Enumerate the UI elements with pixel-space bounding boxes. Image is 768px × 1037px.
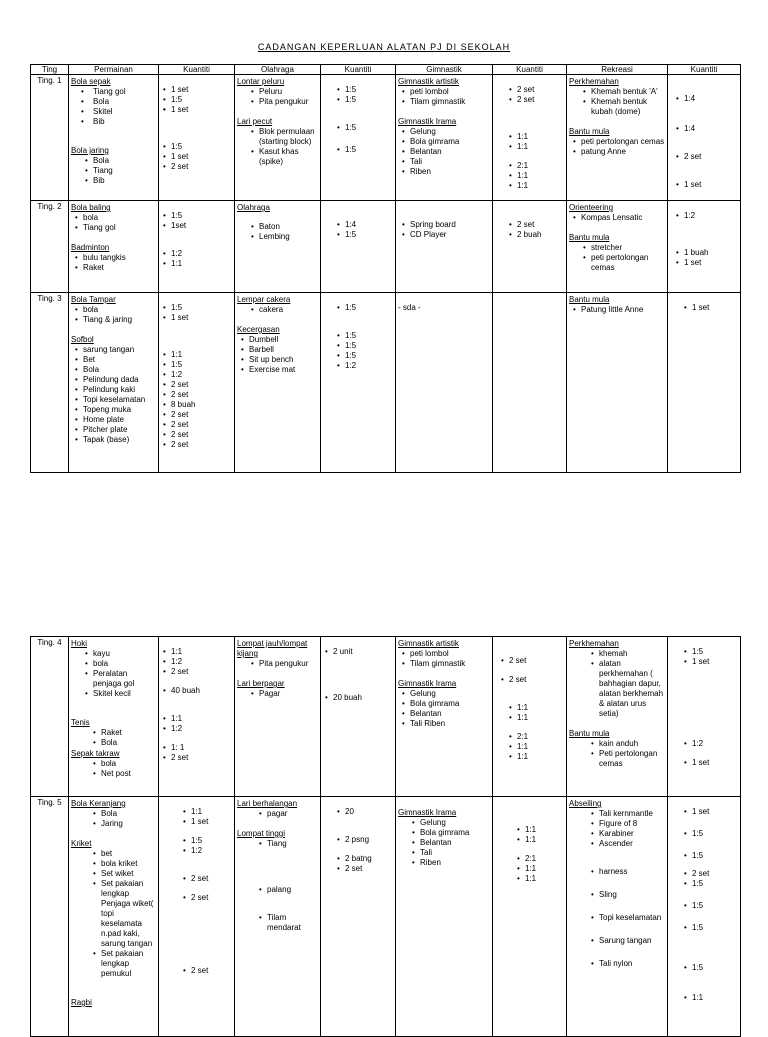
quantity: • 1:5 xyxy=(692,901,738,911)
gimnastik-cell xyxy=(396,637,493,797)
header-ting: Ting xyxy=(31,65,69,75)
kuantiti-cell xyxy=(159,75,235,201)
category-heading: Perkhemahan xyxy=(569,639,619,648)
list-item: • Peluru xyxy=(259,87,318,97)
category-heading: Gimnastik Irama xyxy=(398,117,457,126)
olahraga-cell xyxy=(235,75,321,201)
kuantiti-cell xyxy=(493,637,567,797)
list-item: • kain anduh xyxy=(599,739,665,749)
list-item: • Tali nylon xyxy=(599,959,665,969)
category-heading: Tenis xyxy=(71,718,90,727)
header-kuantiti: Kuantiti xyxy=(493,65,567,75)
list-item: • Barbell xyxy=(249,345,318,355)
header-olahraga: Olahraga xyxy=(235,65,321,75)
quantity: • 1:5 xyxy=(692,923,738,933)
kuantiti-cell xyxy=(321,293,396,473)
quantity: • 2 set xyxy=(191,966,232,976)
table-row xyxy=(31,75,741,201)
category-heading: Bantu mula xyxy=(569,233,610,242)
list-item: • Bola xyxy=(101,738,156,748)
quantity: • 1:1 xyxy=(517,132,564,142)
list-item: • Tiang gol xyxy=(93,87,156,97)
list-item: • Set pakaian lengkap pemukul xyxy=(101,949,156,979)
list-item: • Karabiner xyxy=(599,829,665,839)
list-item: • Figure of 8 xyxy=(599,819,665,829)
ting-label: Ting. 1 xyxy=(31,75,69,201)
list-item: • Exercise mat xyxy=(249,365,318,375)
quantity: • 1:5 xyxy=(692,879,738,889)
list-item: • Gelung xyxy=(410,689,490,699)
list-item: • Bola xyxy=(83,365,156,375)
table-row xyxy=(31,293,741,473)
quantity: • 1:5 xyxy=(692,829,738,839)
quantity: • 2 set xyxy=(171,162,232,172)
category-heading: Lempar cakera xyxy=(237,295,291,304)
category-heading: Badminton xyxy=(71,243,110,252)
quantity: • 1 set xyxy=(171,152,232,162)
list-item: • Set pakaian lengkap Penjaga wiket( topi keselamata n.pad kaki, sarung tangan xyxy=(101,879,156,949)
category-heading: Bola Keranjang xyxy=(71,799,126,808)
list-item: • Belantan xyxy=(420,838,490,848)
category-heading: Lari pecut xyxy=(237,117,273,126)
category-heading: Lari berpagar xyxy=(237,679,285,688)
list-item: • Gelung xyxy=(410,127,490,137)
category-heading: Olahraga xyxy=(237,203,270,212)
list-item: • Bola xyxy=(101,809,156,819)
list-item: • Sling xyxy=(599,890,665,900)
permainan-cell xyxy=(69,637,159,797)
kuantiti-cell xyxy=(321,637,396,797)
list-item: • Pita pengukur xyxy=(259,659,318,669)
quantity: • 2 set xyxy=(171,390,232,400)
list-item: • Bola gimrama xyxy=(420,828,490,838)
quantity: • 1:5 xyxy=(171,360,232,370)
list-item: • bola xyxy=(93,659,156,669)
category-heading: Ragbi xyxy=(71,998,92,1007)
list-item: • Bola xyxy=(93,97,156,107)
category-heading: Orienteering xyxy=(569,203,614,212)
list-item: • Bola xyxy=(93,156,156,166)
list-item: • Raket xyxy=(101,728,156,738)
category-heading: Gimnastik artistik xyxy=(398,639,459,648)
header-kuantiti: Kuantiti xyxy=(321,65,396,75)
quantity: • 2 set xyxy=(517,220,564,230)
quantity: • 1 set xyxy=(171,313,232,323)
list-item: • Tali Riben xyxy=(410,719,490,729)
page-title: CADANGAN KEPERLUAN ALATAN PJ DI SEKOLAH xyxy=(257,42,511,52)
rekreasi-cell xyxy=(567,637,668,797)
list-item: • bet xyxy=(101,849,156,859)
kuantiti-cell xyxy=(159,293,235,473)
quantity: • 1:5 xyxy=(345,331,393,341)
kuantiti-cell xyxy=(159,637,235,797)
list-item: • Topi keselamatan xyxy=(83,395,156,405)
category-heading: Kriket xyxy=(71,839,92,848)
category-heading: Bola sepak xyxy=(71,77,111,86)
quantity: • 1 set xyxy=(171,105,232,115)
quantity: • 1:5 xyxy=(345,341,393,351)
quantity: • 1:5 xyxy=(345,303,393,313)
quantity: • 1:4 xyxy=(345,220,393,230)
list-item: • Skitel xyxy=(93,107,156,117)
rekreasi-cell xyxy=(567,293,668,473)
list-item: • kayu xyxy=(93,649,156,659)
quantity: • 2 set xyxy=(171,753,232,763)
list-item: • Tali xyxy=(420,848,490,858)
list-item: • Bola gimrama xyxy=(410,137,490,147)
category-heading: Gimnastik Irama xyxy=(398,808,457,817)
category-heading: Lompat jauh/lompat kijang xyxy=(237,639,308,658)
list-item: • Peti pertolongan cemas xyxy=(599,749,665,769)
list-item: • Tilam gimnastik xyxy=(410,97,490,107)
quantity: • 2:1 xyxy=(517,732,564,742)
list-item: • Belantan xyxy=(410,147,490,157)
category-heading: Kecergasan xyxy=(237,325,280,334)
equipment-table-lower xyxy=(30,636,741,1037)
kuantiti-cell xyxy=(493,293,567,473)
quantity: • 20 buah xyxy=(333,693,393,703)
quantity: • 1:4 xyxy=(684,94,738,104)
list-item: • bola xyxy=(83,213,156,223)
kuantiti-cell xyxy=(159,201,235,293)
quantity: • 1:1 xyxy=(517,171,564,181)
list-item: • Khemah bentuk 'A' xyxy=(591,87,665,97)
header-kuantiti: Kuantiti xyxy=(668,65,741,75)
list-item: • Tali kernmantle xyxy=(599,809,665,819)
quantity: • 1:1 xyxy=(525,864,564,874)
quantity: • 1:1 xyxy=(171,350,232,360)
quantity: • 2 set xyxy=(509,656,564,666)
quantity: • 1 set xyxy=(692,807,738,817)
quantity: • 1:5 xyxy=(191,836,232,846)
list-item: • Home plate xyxy=(83,415,156,425)
quantity: • 2:1 xyxy=(525,854,564,864)
quantity: • 2 set xyxy=(191,893,232,903)
quantity: • 1:5 xyxy=(345,95,393,105)
quantity: • 1:2 xyxy=(692,739,738,749)
header-rekreasi: Rekreasi xyxy=(567,65,668,75)
list-item: • Pelindung dada xyxy=(83,375,156,385)
quantity: • 1:1 xyxy=(525,835,564,845)
quantity: • 1:2 xyxy=(171,249,232,259)
quantity: • 1 set xyxy=(684,258,738,268)
permainan-cell xyxy=(69,797,159,1037)
list-item: • Topeng muka xyxy=(83,405,156,415)
list-item: • Bola gimrama xyxy=(410,699,490,709)
quantity: • 1 set xyxy=(191,817,232,827)
category-heading: Abseiling xyxy=(569,799,602,808)
quantity: • 2 buah xyxy=(517,230,564,240)
list-item: • Bet xyxy=(83,355,156,365)
ting-label: Ting. 4 xyxy=(31,637,69,797)
permainan-cell xyxy=(69,293,159,473)
quantity: • 8 buah xyxy=(171,400,232,410)
quantity: • 1:5 xyxy=(345,145,393,155)
list-item: • Kasut khas (spike) xyxy=(259,147,318,167)
quantity: • 2 set xyxy=(171,440,232,450)
list-item: • Lembing xyxy=(259,232,318,242)
list-item: • palang xyxy=(267,885,318,895)
kuantiti-cell xyxy=(668,201,741,293)
quantity: • 1 set xyxy=(692,758,738,768)
quantity: • 1:1 xyxy=(191,807,232,817)
quantity: • 1:2 xyxy=(345,361,393,371)
list-item: • harness xyxy=(599,867,665,877)
quantity: • 1: 1 xyxy=(171,743,232,753)
quantity: • 2 set xyxy=(684,152,738,162)
kuantiti-cell xyxy=(321,75,396,201)
quantity: • 2 set xyxy=(171,410,232,420)
list-item: • bulu tangkis xyxy=(83,253,156,263)
quantity: • 40 buah xyxy=(171,686,232,696)
quantity: • 1:5 xyxy=(692,647,738,657)
quantity: • 1:1 xyxy=(525,825,564,835)
quantity: • 1:1 xyxy=(525,874,564,884)
list-item: • Ascender xyxy=(599,839,665,849)
quantity: • 2 set xyxy=(191,874,232,884)
kuantiti-cell xyxy=(668,75,741,201)
kuantiti-cell xyxy=(321,797,396,1037)
list-item: • pagar xyxy=(267,809,318,819)
quantity: • 1 set xyxy=(692,657,738,667)
list-item: • khemah xyxy=(599,649,665,659)
list-item: • bola xyxy=(83,305,156,315)
list-item: • Kompas Lensatic xyxy=(581,213,665,223)
header-permainan: Permainan xyxy=(69,65,159,75)
permainan-cell xyxy=(69,201,159,293)
quantity: • 2 set xyxy=(171,430,232,440)
ting-label: Ting. 3 xyxy=(31,293,69,473)
kuantiti-cell xyxy=(668,637,741,797)
quantity: • 2 set xyxy=(171,420,232,430)
header-row xyxy=(31,65,741,75)
same-as-above-note: - sda - xyxy=(398,303,421,312)
quantity: • 1:1 xyxy=(517,713,564,723)
header-kuantiti: Kuantiti xyxy=(159,65,235,75)
list-item: • Pita pengukur xyxy=(259,97,318,107)
kuantiti-cell xyxy=(668,797,741,1037)
category-heading: Bola Tampar xyxy=(71,295,116,304)
quantity: • 1:2 xyxy=(191,846,232,856)
list-item: • Riben xyxy=(410,167,490,177)
header-gimnastik: Gimnastik xyxy=(396,65,493,75)
list-item: • Net post xyxy=(101,769,156,779)
quantity: • 20 xyxy=(345,807,393,817)
list-item: • Tiang gol xyxy=(83,223,156,233)
quantity: • 1set xyxy=(171,221,232,231)
quantity: • 2 set xyxy=(345,864,393,874)
list-item: • cakera xyxy=(259,305,318,315)
category-heading: Bola jaring xyxy=(71,146,109,155)
ting-label: Ting. 5 xyxy=(31,797,69,1037)
list-item: • Sarung tangan xyxy=(599,936,665,946)
quantity: • 1:5 xyxy=(692,851,738,861)
ting-label: Ting. 2 xyxy=(31,201,69,293)
list-item: • Khemah bentuk kubah (dome) xyxy=(591,97,665,117)
quantity: • 1:2 xyxy=(171,724,232,734)
list-item: • Sit up bench xyxy=(249,355,318,365)
quantity: • 2 batng xyxy=(345,854,393,864)
gimnastik-cell xyxy=(396,201,493,293)
quantity: • 2 set xyxy=(517,95,564,105)
quantity: • 2 set xyxy=(692,869,738,879)
quantity: • 1:5 xyxy=(345,351,393,361)
list-item: • Bib xyxy=(93,176,156,186)
olahraga-cell xyxy=(235,797,321,1037)
quantity: • 1:1 xyxy=(517,752,564,762)
category-heading: Sofbol xyxy=(71,335,94,344)
category-heading: Bola baling xyxy=(71,203,111,212)
quantity: • 2 set xyxy=(517,85,564,95)
list-item: • Tapak (base) xyxy=(83,435,156,445)
kuantiti-cell xyxy=(159,797,235,1037)
quantity: • 1:2 xyxy=(171,370,232,380)
quantity: • 1:2 xyxy=(171,657,232,667)
list-item: • peti pertolongan cemas xyxy=(581,137,665,147)
quantity: • 2 set xyxy=(171,380,232,390)
list-item: • Topi keselamatan xyxy=(599,913,665,923)
category-heading: Sepak takraw xyxy=(71,749,120,758)
quantity: • 1:1 xyxy=(517,181,564,191)
gimnastik-cell xyxy=(396,75,493,201)
category-heading: Lontar peluru xyxy=(237,77,285,86)
olahraga-cell xyxy=(235,293,321,473)
quantity: • 2 set xyxy=(509,675,564,685)
kuantiti-cell xyxy=(493,201,567,293)
quantity: • 2 psng xyxy=(345,835,393,845)
olahraga-cell xyxy=(235,637,321,797)
category-heading: Gimnastik Irama xyxy=(398,679,457,688)
equipment-table-upper xyxy=(30,64,741,473)
list-item: • Raket xyxy=(83,263,156,273)
quantity: • 2 set xyxy=(171,667,232,677)
list-item: • Tali xyxy=(410,157,490,167)
quantity: • 1:5 xyxy=(171,95,232,105)
quantity: • 1:4 xyxy=(684,124,738,134)
quantity: • 1:1 xyxy=(171,259,232,269)
list-item: • stretcher xyxy=(591,243,665,253)
category-heading: Bantu mula xyxy=(569,729,610,738)
list-item: • Tiang & jaring xyxy=(83,315,156,325)
quantity: • 2 unit xyxy=(333,647,393,657)
list-item: • Tilam gimnastik xyxy=(410,659,490,669)
list-item: • Tilam mendarat xyxy=(267,913,318,933)
list-item: • Patung little Anne xyxy=(581,305,665,315)
quantity: • 1:5 xyxy=(345,230,393,240)
quantity: • 1:1 xyxy=(517,142,564,152)
permainan-cell xyxy=(69,75,159,201)
category-heading: Lari berhalangan xyxy=(237,799,298,808)
quantity: • 1:1 xyxy=(171,714,232,724)
quantity: • 1:5 xyxy=(345,123,393,133)
table-row xyxy=(31,201,741,293)
list-item: • peti pertolongan cemas xyxy=(591,253,665,273)
quantity: • 1:1 xyxy=(517,742,564,752)
rekreasi-cell xyxy=(567,201,668,293)
category-heading: Bantu mula xyxy=(569,295,610,304)
list-item: • Tiang xyxy=(93,166,156,176)
list-item: • Baton xyxy=(259,222,318,232)
quantity: • 1:5 xyxy=(171,303,232,313)
kuantiti-cell xyxy=(493,797,567,1037)
quantity: • 1:1 xyxy=(517,703,564,713)
list-item: • Set wiket xyxy=(101,869,156,879)
quantity: • 1:5 xyxy=(171,211,232,221)
quantity: • 1:2 xyxy=(684,211,738,221)
list-item: • Gelung xyxy=(420,818,490,828)
table-row xyxy=(31,797,741,1037)
list-item: • Peralatan penjaga gol xyxy=(93,669,156,689)
quantity: • 1 set xyxy=(692,303,738,313)
quantity: • 1 set xyxy=(684,180,738,190)
kuantiti-cell xyxy=(493,75,567,201)
list-item: • Blok permulaan (starting block) xyxy=(259,127,318,147)
rekreasi-cell xyxy=(567,75,668,201)
category-heading: Lompat tinggi xyxy=(237,829,286,838)
olahraga-cell xyxy=(235,201,321,293)
quantity: • 1 buah xyxy=(684,248,738,258)
quantity: • 1 set xyxy=(171,85,232,95)
category-heading: Perkhemahan xyxy=(569,77,619,86)
quantity: • 1:5 xyxy=(171,142,232,152)
list-item: • bola kriket xyxy=(101,859,156,869)
quantity: • 1:5 xyxy=(345,85,393,95)
category-heading: Bantu mula xyxy=(569,127,610,136)
list-item: • Pelindung kaki xyxy=(83,385,156,395)
list-item: • Belantan xyxy=(410,709,490,719)
category-heading: Hoki xyxy=(71,639,88,648)
category-heading: Gimnastik artistik xyxy=(398,77,459,86)
list-item: • Jaring xyxy=(101,819,156,829)
kuantiti-cell xyxy=(321,201,396,293)
list-item: • Pagar xyxy=(259,689,318,699)
list-item: • Skitel kecil xyxy=(93,689,156,699)
list-item: • peti lombol xyxy=(410,87,490,97)
list-item: • bola xyxy=(101,759,156,769)
list-item: • peti lombol xyxy=(410,649,490,659)
quantity: • 1:1 xyxy=(692,993,738,1003)
list-item: • Bib xyxy=(93,117,156,127)
table-row xyxy=(31,637,741,797)
kuantiti-cell xyxy=(668,293,741,473)
list-item: • Dumbell xyxy=(249,335,318,345)
list-item: • CD Player xyxy=(410,230,490,240)
rekreasi-cell xyxy=(567,797,668,1037)
quantity: • 2:1 xyxy=(517,161,564,171)
list-item: • alatan perkhemahan ( bahhagian dapur, alatan berkhemah & alatan urus setia) xyxy=(599,659,665,719)
list-item: • patung Anne xyxy=(581,147,665,157)
list-item: • Spring board xyxy=(410,220,490,230)
list-item: • sarung tangan xyxy=(83,345,156,355)
list-item: • Tiang xyxy=(267,839,318,849)
quantity: • 1:5 xyxy=(692,963,738,973)
list-item: • Pitcher plate xyxy=(83,425,156,435)
list-item: • Riben xyxy=(420,858,490,868)
quantity: • 1:1 xyxy=(171,647,232,657)
gimnastik-cell xyxy=(396,797,493,1037)
gimnastik-cell xyxy=(396,293,493,473)
